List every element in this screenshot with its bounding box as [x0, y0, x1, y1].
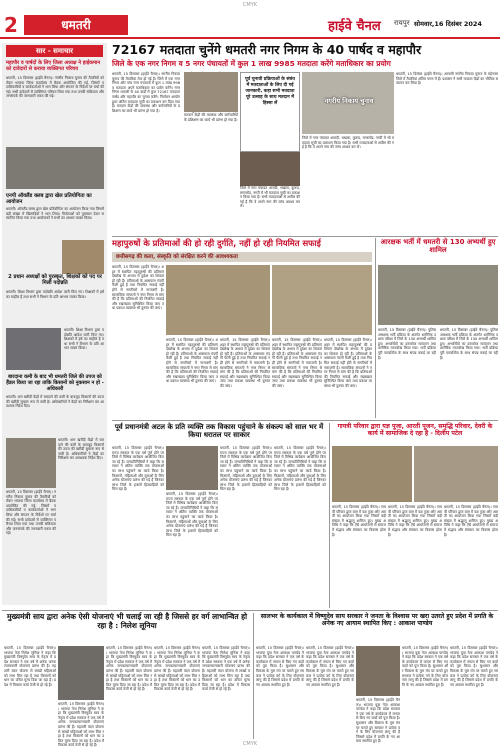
story-photo [332, 446, 412, 502]
divider [112, 236, 498, 237]
brief-photo [6, 328, 61, 370]
top-print-code: CMYK [242, 2, 258, 8]
lead-body: मतदान केंद्रों की व्यवस्था और कर्मचारियों के प्रशिक्षण का कार्य भी प्रारंभ हो गया है। [184, 113, 238, 122]
story-body: धमतरी, 15 दिसम्बर (हाईवे चैनल)। शहर में स्थापित महापुरुषों की प्रतिमाएं देखरेख के अभाव में दुर्दशा का शिकार हो रही हैं। प्रतिमाओं के आसपास गंदगी फैली हुई है तथा नियमित सफाई नहीं होने से नागरिकों में नाराजगी है। सामाजिक संगठनों ने नगर निगम से मांग की है कि प्रतिमाओं की नियमित सफाई और रखरखाव सुनिश्चित किया जाए तथा प्रकाश व्यवस्था भी दुरुस्त की जाए। [272, 338, 322, 388]
story-body: धमतरी, 15 दिसम्बर (हाईवे चैनल)। राज्य सरकार के एक वर्ष पूर्ण होने पर जिले में विभिन्न कार्यक्रम आयोजित किए जा रहे हैं। जनप्रतिनिधियों ने कहा कि सरकार ने अंतिम व्यक्ति तक योजनाओं का लाभ पहुंचाने का कार्य किया है। किसानों, महिलाओं और युवाओं के लिए अनेक योजनाएं प्रारंभ की गई हैं जिनका लाभ जिले के हजारों हितग्राहियों को मिल रहा है। [166, 492, 218, 538]
story-headline: पूर्व प्रधानमंत्री अटल के प्रति व्यक्ति तक विकास पहुंचाने के संकल्प को साल भर में किया धरातल पर साकार [114, 423, 324, 440]
story-body: धमतरी, 15 दिसम्बर (हाईवे चैनल)। शहर में स्थापित महापुरुषों की प्रतिमाएं देखरेख के अभाव में दुर्दशा का शिकार हो रही हैं। प्रतिमाओं के आसपास गंदगी फैली हुई है तथा नियमित सफाई नहीं होने से नागरिकों में नाराजगी है। सामाजिक संगठनों ने नगर निगम से मांग की है कि प्रतिमाओं की नियमित सफाई और रखरखाव सुनिश्चित किया जाए तथा प्रकाश व्यवस्था भी दुरुस्त की जाए। [112, 265, 164, 311]
brief-title: 2 प्रधान अध्यक्षों को पुरस्कृत, शिक्षकों को पद पर मिली पदोन्नति [8, 274, 102, 287]
brief-body: धमतरी। शिक्षा विभाग द्वारा पदोन्नति आदेश जारी किए गए। शिक्षकों में हर्ष का माहौल है तथा सभी ने विभाग के प्रति आभार व्यक्त किया। [6, 290, 104, 299]
brief-title: महापौर व पार्षदों के लिए जिला अध्यक्ष ने हाईकमान को दावेदारों से कराया व्यक्तिगत परिचय [6, 60, 101, 72]
story-photo [414, 446, 498, 502]
masthead: हाईवे चैनल [328, 19, 381, 34]
lead-photo [302, 72, 394, 134]
story-body: धमतरी, 15 दिसम्बर (हाईवे चैनल)। भाजपा युवा नेता आकाश पाण्डेय ने कहा कि प्रदेश सरकार ने एक वर्ष के कार्यकाल में जनता से किए गए वादों को पूरा किया है। सुशासन और विकास के मूल मंत्र पर चलते हुए सरकार ने प्रत्येक वर्ग के लिए योजनाएं लागू की हैं जिससे प्रदेश में प्रगति के नए आयाम स्थापित हुए हैं। [256, 646, 304, 687]
divider [375, 238, 376, 418]
lead-headline: 72167 मतदाता चुनेंगे धमतरी नगर निगम के 40 पार्षद व महापौर [112, 42, 422, 57]
story-body: धमतरी, 15 दिसम्बर (हाईवे चैनल)। भाजपा नेता निलेश लूनिया ने कहा कि मुख्यमंत्री विष्णुदेव साय के नेतृत्व में प्रदेश सरकार ने एक वर्ष में अनेक जनकल्याणकारी योजनाएं प्रारंभ की हैं। महतारी वंदन योजना से लाखों महिलाओं को लाभ मिल रहा है तथा किसानों को धान का उचित मूल्य दिया जा रहा है। प्रदेश में विकास कार्य तेजी से हो रहे हैं। [58, 702, 104, 748]
story-body: धमतरी, 15 दिसम्बर (हाईवे चैनल)। पुलिस आरक्षक भर्ती प्रक्रिया के अंतर्गत शारीरिक दक्षता परीक्षा में जिले के 130 अभ्यर्थी शामिल हुए। अभ्यर्थियों का दस्तावेज सत्यापन तथा शारीरिक मापजोख किया गया। भर्ती प्रक्रिया पूरी पारदर्शिता के साथ संपन्न कराई जा रही है। [378, 328, 436, 360]
divider [2, 610, 498, 611]
lead-pullquote: पूर्व चुनावी प्रक्रियाओं के संबंध में मतदाताओं के लिए दी गई जानकारी, कहा सभी मतदाता पूरे उत्साह के साथ मतदान में हिस्सा लें [240, 72, 300, 152]
brief-photo [6, 147, 104, 189]
bottom-print-code: CMYK [242, 741, 258, 747]
brief-body: धमतरी, 15 दिसम्बर (हाईवे चैनल)। नगरीय निकाय चुनाव की तैयारियों को लेकर भाजपा जिला कार्यालय में बैठक आयोजित की गई, जिसमें पदाधिकारियों व कार्यकर्ताओं ने भाग लिया और संगठन के निर्देशों पर चर्चा की गई। सभी दावेदारों से व्यक्तिगत परिचय लिया गया तथा उनकी सक्रियता और जनसंपर्क की जानकारी एकत्र की गई। [6, 490, 56, 536]
sidebar-header: सार - समाचार [6, 45, 103, 57]
story-body: धमतरी, 15 दिसम्बर (हाईवे चैनल)। शहर में स्थापित महापुरुषों की प्रतिमाएं देखरेख के अभाव में दुर्दशा का शिकार हो रही हैं। प्रतिमाओं के आसपास गंदगी फैली हुई है तथा नियमित सफाई नहीं होने से नागरिकों में नाराजगी है। सामाजिक संगठनों ने नगर निगम से मांग की है कि प्रतिमाओं की नियमित सफाई और रखरखाव सुनिश्चित किया जाए तथा प्रकाश व्यवस्था भी दुरुस्त की जाए। [166, 338, 218, 384]
story-body: धमतरी, 15 दिसम्बर (हाईवे चैनल)। भाजपा नेता निलेश लूनिया ने कहा कि मुख्यमंत्री विष्णुदेव साय के नेतृत्व में प्रदेश सरकार ने एक वर्ष में अनेक जनकल्याणकारी योजनाएं प्रारंभ की हैं। महतारी वंदन योजना से लाखों महिलाओं को लाभ मिल रहा है तथा किसानों को धान का उचित मूल्य दिया जा रहा है। प्रदेश में विकास कार्य तेजी से हो रहे हैं। [106, 646, 152, 692]
page-header [0, 11, 500, 39]
brief-body: धमतरी, 15 दिसम्बर (हाईवे चैनल)। नगरीय निकाय चुनाव की तैयारियों को लेकर भाजपा जिला कार्यालय में बैठक आयोजित की गई, जिसमें पदाधिकारियों व कार्यकर्ताओं ने भाग लिया और संगठन के निर्देशों पर चर्चा की गई। सभी दावेदारों से व्यक्तिगत परिचय लिया गया तथा उनकी सक्रियता और जनसंपर्क की जानकारी एकत्र की गई। [6, 76, 104, 99]
story-photo [356, 646, 400, 696]
brief-body: धमतरी। ऑवलैंड क्लब द्वारा खेल प्रतियोगिता का आयोजन किया गया जिसमें बड़ी संख्या में खिलाड़ियों ने भाग लिया। विजेताओं को पुरस्कार देकर सम्मानित किया गया तथा आयोजकों ने सभी का आभार व्यक्त किया। [6, 207, 104, 221]
lead-photo [184, 72, 238, 112]
story-photo [58, 646, 104, 700]
story-body: धमतरी, 15 दिसम्बर (हाईवे चैनल)। पुलिस आरक्षक भर्ती प्रक्रिया के अंतर्गत शारीरिक दक्षता परीक्षा में जिले के 130 अभ्यर्थी शामिल हुए। अभ्यर्थियों का दस्तावेज सत्यापन तथा शारीरिक मापजोख किया गया। भर्ती प्रक्रिया पूरी पारदर्शिता के साथ संपन्न कराई जा रही है। [440, 328, 498, 360]
story-body: धमतरी, 15 दिसम्बर (हाईवे चैनल)। भाजपा नेता निलेश लूनिया ने कहा कि मुख्यमंत्री विष्णुदेव साय के नेतृत्व में प्रदेश सरकार ने एक वर्ष में अनेक जनकल्याणकारी योजनाएं प्रारंभ की हैं। महतारी वंदन योजना से लाखों महिलाओं को लाभ मिल रहा है तथा किसानों को धान का उचित मूल्य दिया जा रहा है। प्रदेश में विकास कार्य तेजी से हो रहे हैं। [202, 646, 250, 692]
story-headline: मुख्यमंत्री साय द्वारा अनेक ऐसी योजनाएं भी चलाई जा रही है जिससे हर वर्ग लाभान्वित हो रहा है : निलेश लूनिया [6, 612, 247, 630]
brief-body: धमतरी। शिक्षा विभाग द्वारा पदोन्नति आदेश जारी किए गए। शिक्षकों में हर्ष का माहौल है तथा सभी ने विभाग के प्रति आभार व्यक्त किया। [64, 328, 104, 351]
story-body: धमतरी, 15 दिसम्बर (हाईवे चैनल)। भाजपा युवा नेता आकाश पाण्डेय ने कहा कि प्रदेश सरकार ने एक वर्ष के कार्यकाल में जनता से किए गए वादों को पूरा किया है। सुशासन और विकास के मूल मंत्र पर चलते हुए सरकार ने प्रत्येक वर्ग के लिए योजनाएं लागू की हैं जिससे प्रदेश में प्रगति के नए आयाम स्थापित हुए हैं। [402, 646, 448, 687]
divider [112, 420, 498, 421]
story-body: धमतरी, 15 दिसम्बर (हाईवे चैनल)। भाजपा नेता निलेश लूनिया ने कहा कि मुख्यमंत्री विष्णुदेव साय के नेतृत्व में प्रदेश सरकार ने एक वर्ष में अनेक जनकल्याणकारी योजनाएं प्रारंभ की हैं। महतारी वंदन योजना से लाखों महिलाओं को लाभ मिल रहा है तथा किसानों को धान का उचित मूल्य दिया जा रहा है। प्रदेश में विकास कार्य तेजी से हो रहे हैं। [154, 646, 200, 692]
story-body: धमतरी, 15 दिसम्बर (हाईवे चैनल)। गायत्री परिवार द्वारा ग्राम में यज्ञ पूजा और आरती का आयोजन किया गया जिसमें बड़ी संख्या में श्रद्धालु शामिल हुए। मुख्य अतिथि ने कहा कि ऐसे आयोजनों से समाज में सद्भाव और संस्कार का विकास होता है। [444, 505, 498, 537]
date-line: सोमवार,16 दिसंबर 2024 [414, 20, 482, 28]
story-headline: गायत्री परिवार द्वारा यज्ञ पूजा, आरती पूजन, समृद्धि परिवार, देवरी के कार्य में सामाजिक दे रहा है - दिलीप पटेल [337, 423, 493, 438]
divider [253, 613, 254, 739]
story-photo [378, 265, 498, 325]
brief-title: एनपी ऑवलैंड क्लब द्वारा खेल प्रतियोगिता का आयोजन [6, 193, 92, 206]
lead-body: धमतरी, 15 दिसम्बर (हाईवे चैनल)। नगरीय निकाय चुनाव की तैयारियां तेज हो गई हैं। जिले में एक नगर निगम और पांच नगर पंचायतों में कुल 1 लाख 9985 मतदाता अपने मताधिकार का प्रयोग करेंगे। नगर निगम धमतरी के 40 वार्डों में कुल 72167 मतदाता पार्षद और महापौर का चुनाव करेंगे। निर्वाचन आयोग द्वारा अंतिम मतदाता सूची का प्रकाशन कर दिया गया है। मतदान केंद्रों की व्यवस्था और कर्मचारियों के प्रशिक्षण का कार्य भी प्रारंभ हो गया है। [112, 72, 180, 113]
story-body: धमतरी, 15 दिसम्बर (हाईवे चैनल)। भाजपा युवा नेता आकाश पाण्डेय ने कहा कि प्रदेश सरकार ने एक वर्ष के कार्यकाल में जनता से किए गए वादों को पूरा किया है। सुशासन और विकास के मूल मंत्र पर चलते हुए सरकार ने प्रत्येक वर्ग के लिए योजनाएं लागू की हैं जिससे प्रदेश में प्रगति के नए आयाम स्थापित हुए हैं। [306, 646, 354, 687]
story-body: धमतरी, 15 दिसम्बर (हाईवे चैनल)। भाजपा युवा नेता आकाश पाण्डेय ने कहा कि प्रदेश सरकार ने एक वर्ष के कार्यकाल में जनता से किए गए वादों को पूरा किया है। सुशासन और विकास के मूल मंत्र पर चलते हुए सरकार ने प्रत्येक वर्ग के लिए योजनाएं लागू की हैं जिससे प्रदेश में प्रगति के नए आयाम स्थापित हुए हैं। [450, 646, 498, 687]
page-number: 2 [4, 13, 18, 37]
lead-body: जिले में नगर पंचायत आमदी, भखारा, कुरूद, मगरलोड, नगरी में भी मतदाता सूची का प्रकाशन किया गया है। सभी मतदाताओं से अपील की गई है कि वे अपने नाम की जांच अवश्य कर लें। [302, 136, 394, 150]
brief-photo [62, 240, 104, 274]
story-body: धमतरी, 15 दिसम्बर (हाईवे चैनल)। गायत्री परिवार द्वारा ग्राम में यज्ञ पूजा और आरती का आयोजन किया गया जिसमें बड़ी संख्या में श्रद्धालु शामिल हुए। मुख्य अतिथि ने कहा कि ऐसे आयोजनों से समाज में सद्भाव और संस्कार का विकास होता है। [332, 505, 386, 537]
story-subhead: छत्तीसगढ़ की कला, संस्कृति को संरक्षित करने की आवश्यकता [112, 252, 372, 262]
story-headline: महापुरुषों के प्रतिमाओं की हो रही दुर्गति, नहीं हो रही नियमित सफाई [112, 238, 321, 248]
story-body: धमतरी, 15 दिसम्बर (हाईवे चैनल)। भाजपा युवा नेता आकाश पाण्डेय ने कहा कि प्रदेश सरकार ने एक वर्ष के कार्यकाल में जनता से किए गए वादों को पूरा किया है। सुशासन और विकास के मूल मंत्र पर चलते हुए सरकार ने प्रत्येक वर्ग के लिए योजनाएं लागू की हैं जिससे प्रदेश में प्रगति के नए आयाम स्थापित हुए हैं। [356, 698, 400, 744]
story-headline: सालभर के कार्यकाल में विष्णुदेव साय सरकार ने जनता के विश्वास पर खरा उतरते हुए प्रदेश में प्रगति के अनेक नए आयाम स्थापित किए : आकाश पाण्डेय [260, 613, 494, 628]
story-body: धमतरी, 15 दिसम्बर (हाईवे चैनल)। शहर में स्थापित महापुरुषों की प्रतिमाएं देखरेख के अभाव में दुर्दशा का शिकार हो रही हैं। प्रतिमाओं के आसपास गंदगी फैली हुई है तथा नियमित सफाई नहीं होने से नागरिकों में नाराजगी है। सामाजिक संगठनों ने नगर निगम से मांग की है कि प्रतिमाओं की नियमित सफाई और रखरखाव सुनिश्चित किया जाए तथा प्रकाश व्यवस्था भी दुरुस्त की जाए। [220, 338, 270, 388]
story-photo [166, 446, 218, 490]
story-body: धमतरी, 15 दिसम्बर (हाईवे चैनल)। शहर में स्थापित महापुरुषों की प्रतिमाएं देखरेख के अभाव में दुर्दशा का शिकार हो रही हैं। प्रतिमाओं के आसपास गंदगी फैली हुई है तथा नियमित सफाई नहीं होने से नागरिकों में नाराजगी है। सामाजिक संगठनों ने नगर निगम से मांग की है कि प्रतिमाओं की नियमित सफाई और रखरखाव सुनिश्चित किया जाए तथा प्रकाश व्यवस्था भी दुरुस्त की जाए। [324, 338, 372, 388]
lead-body: धमतरी, 15 दिसंबर (हाईवे चैनल)। आगामी नगरीय निकाय चुनाव के मद्देनजर जिले में तैयारियां अंतिम चरण में हैं। प्रशासन ने सभी मतदान केंद्रों का भौतिक सत्यापन कर लिया है। [396, 72, 498, 86]
brief-photo [6, 438, 56, 488]
photo-caption: नगरीय निकाय चुनाव [324, 97, 374, 105]
brief-title: बारदाना कमी के बाद भी धमतरी जिले की उपज को हैंडल किया जा रहा ताकि किसानों को नुकसान न हो - अधिकारी [6, 374, 104, 392]
brief-body: धमतरी। धान खरीदी केंद्रों में बारदाने की कमी के बावजूद किसानों की उपज की खरीदी सुचारू रूप से जारी है। अधिकारियों ने केंद्रों का निरीक्षण कर आवश्यक निर्देश दिए। [58, 438, 104, 461]
story-headline: आरक्षक भर्ती में धमतरी से 130 अभ्यर्थी हुए शामिल [380, 238, 496, 255]
lead-body: जिले में नगर पंचायत आमदी, भखारा, कुरूद, मगरलोड, नगरी में भी मतदाता सूची का प्रकाशन किया गया है। सभी मतदाताओं से अपील की गई है कि वे अपने नाम की जांच अवश्य कर लें। [240, 186, 300, 209]
section-label: धमतरी [24, 15, 128, 35]
masthead-city: रायपुर [394, 19, 410, 27]
brief-body: धमतरी। धान खरीदी केंद्रों में बारदाने की कमी के बावजूद किसानों की उपज की खरीदी सुचारू रूप से जारी है। अधिकारियों ने केंद्रों का निरीक्षण कर आवश्यक निर्देश दिए। [6, 395, 104, 409]
divider [329, 423, 330, 608]
story-photo [166, 265, 270, 335]
story-body: धमतरी, 15 दिसम्बर (हाईवे चैनल)। राज्य सरकार के एक वर्ष पूर्ण होने पर जिले में विभिन्न कार्यक्रम आयोजित किए जा रहे हैं। जनप्रतिनिधियों ने कहा कि सरकार ने अंतिम व्यक्ति तक योजनाओं का लाभ पहुंचाने का कार्य किया है। किसानों, महिलाओं और युवाओं के लिए अनेक योजनाएं प्रारंभ की गई हैं जिनका लाभ जिले के हजारों हितग्राहियों को मिल रहा है। [220, 446, 272, 492]
story-body: धमतरी, 15 दिसम्बर (हाईवे चैनल)। भाजपा नेता निलेश लूनिया ने कहा कि मुख्यमंत्री विष्णुदेव साय के नेतृत्व में प्रदेश सरकार ने एक वर्ष में अनेक जनकल्याणकारी योजनाएं प्रारंभ की हैं। महतारी वंदन योजना से लाखों महिलाओं को लाभ मिल रहा है तथा किसानों को धान का उचित मूल्य दिया जा रहा है। प्रदेश में विकास कार्य तेजी से हो रहे हैं। [4, 646, 56, 687]
story-photo [272, 265, 372, 335]
story-body: धमतरी, 15 दिसम्बर (हाईवे चैनल)। गायत्री परिवार द्वारा ग्राम में यज्ञ पूजा और आरती का आयोजन किया गया जिसमें बड़ी संख्या में श्रद्धालु शामिल हुए। मुख्य अतिथि ने कहा कि ऐसे आयोजनों से समाज में सद्भाव और संस्कार का विकास होता है। [388, 505, 442, 537]
lead-subheadline: जिले के एक नगर निगम व 5 नगर पंचायतों में कुल 1 लाख 9985 मतदाता करेंगे मताधिकार का प्रयोग [112, 59, 391, 68]
story-body: धमतरी, 15 दिसम्बर (हाईवे चैनल)। राज्य सरकार के एक वर्ष पूर्ण होने पर जिले में विभिन्न कार्यक्रम आयोजित किए जा रहे हैं। जनप्रतिनिधियों ने कहा कि सरकार ने अंतिम व्यक्ति तक योजनाओं का लाभ पहुंचाने का कार्य किया है। किसानों, महिलाओं और युवाओं के लिए अनेक योजनाएं प्रारंभ की गई हैं जिनका लाभ जिले के हजारों हितग्राहियों को मिल रहा है। [112, 446, 164, 492]
story-body: धमतरी, 15 दिसम्बर (हाईवे चैनल)। राज्य सरकार के एक वर्ष पूर्ण होने पर जिले में विभिन्न कार्यक्रम आयोजित किए जा रहे हैं। जनप्रतिनिधियों ने कहा कि सरकार ने अंतिम व्यक्ति तक योजनाओं का लाभ पहुंचाने का कार्य किया है। किसानों, महिलाओं और युवाओं के लिए अनेक योजनाएं प्रारंभ की गई हैं जिनका लाभ जिले के हजारों हितग्राहियों को मिल रहा है। [274, 446, 326, 492]
lead-photo [240, 152, 300, 186]
